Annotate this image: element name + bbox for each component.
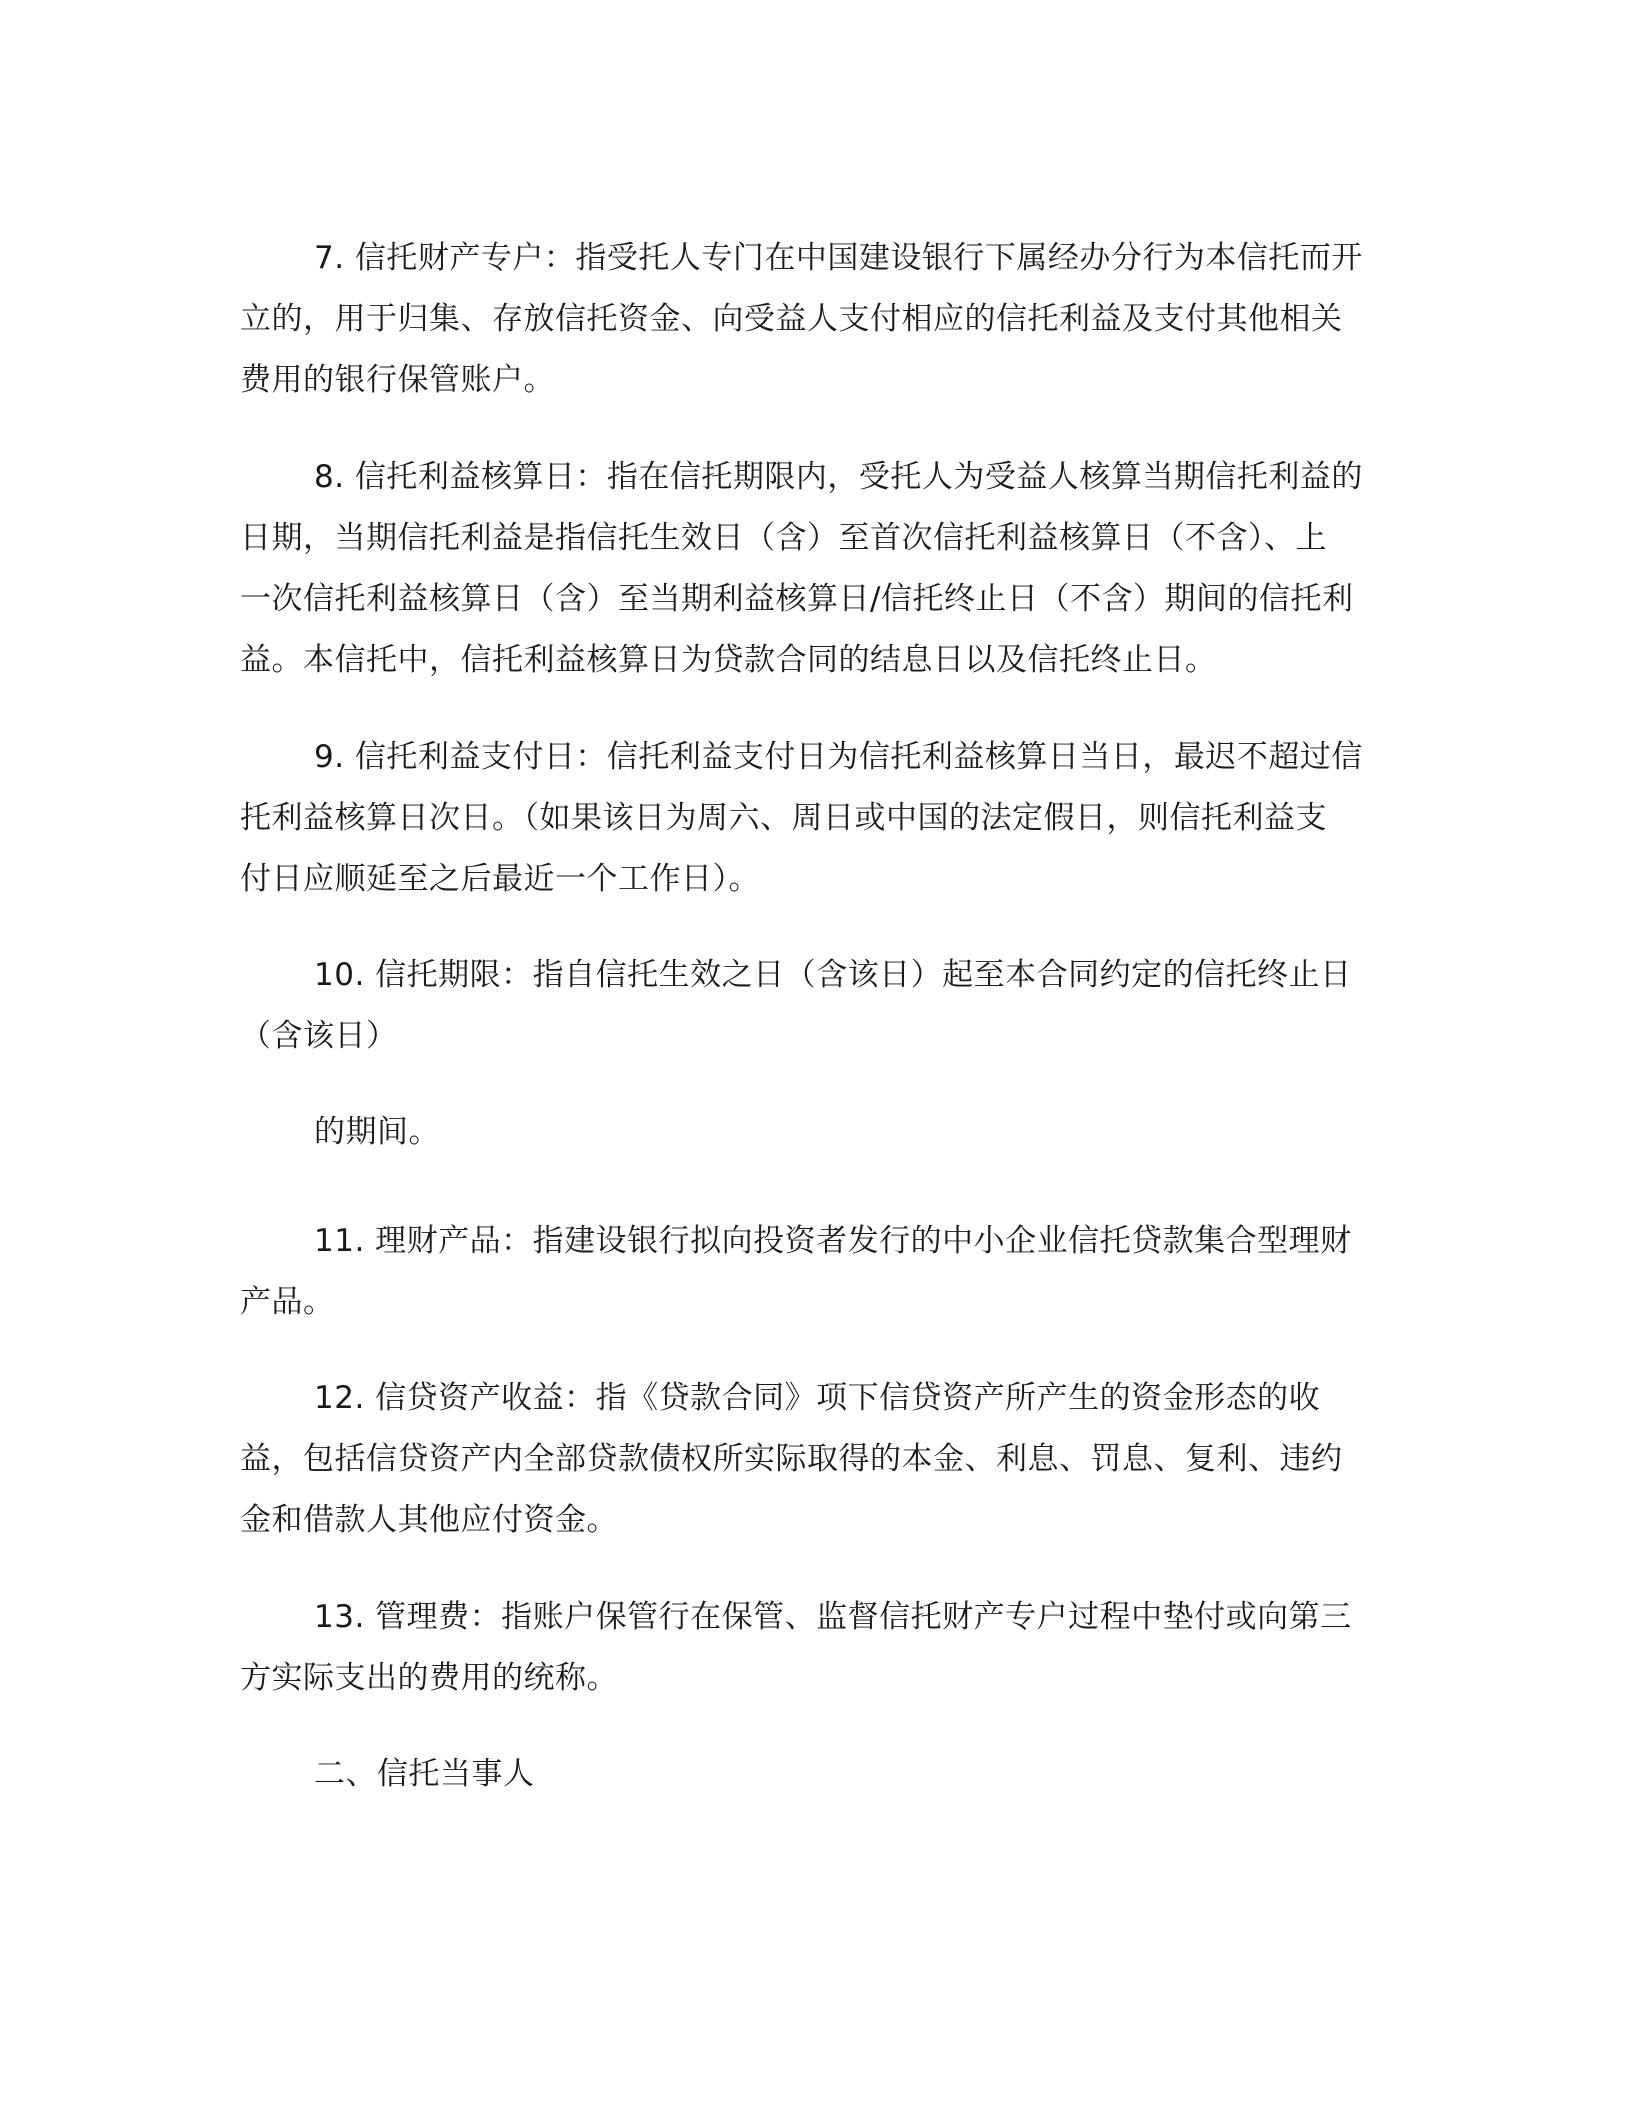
paragraph-line: 9. 信托利益支付日：信托利益支付日为信托利益核算日当日，最迟不超过信 (314, 739, 1363, 775)
paragraph-line: 方实际支出的费用的统称。 (240, 1660, 618, 1696)
paragraph-line: 立的，用于归集、存放信托资金、向受益人支付相应的信托利益及支付其他相关 (240, 301, 1343, 337)
section-heading-text: 二、信托当事人 (314, 1756, 535, 1792)
paragraph-line: 12. 信贷资产收益：指《贷款合同》项下信贷资产所产生的资金形态的收 (314, 1380, 1321, 1416)
paragraph-item-11 (240, 1211, 1375, 1333)
paragraph-item-7 (240, 228, 1375, 411)
paragraph-item-9 (240, 727, 1375, 910)
paragraph-line: （含该日） (240, 1018, 398, 1054)
paragraph-line: 益，包括信贷资产内全部贷款债权所实际取得的本金、利息、罚息、复利、违约 (240, 1441, 1343, 1477)
paragraph-item-12 (240, 1368, 1375, 1551)
paragraph-line: 的期间。 (314, 1114, 440, 1150)
paragraph-item-8 (240, 447, 1375, 691)
paragraph-line: 托利益核算日次日。（如果该日为周六、周日或中国的法定假日，则信托利益支 (240, 800, 1327, 836)
paragraph-line: 付日应顺延至之后最近一个工作日）。 (240, 861, 760, 897)
paragraph-line: 产品。 (240, 1284, 335, 1320)
paragraph-item-10-continuation (240, 1102, 1375, 1163)
paragraph-line: 7. 信托财产专户：指受托人专门在中国建设银行下属经办分行为本信托而开 (314, 240, 1363, 276)
paragraph-line: 日期，当期信托利益是指信托生效日（含）至首次信托利益核算日（不含）、上 (240, 520, 1327, 556)
paragraph-line: 10. 信托期限：指自信托生效之日（含该日）起至本合同约定的信托终止日 (314, 957, 1352, 993)
paragraph-item-13 (240, 1587, 1375, 1709)
paragraph-line: 8. 信托利益核算日：指在信托期限内，受托人为受益人核算当期信托利益的 (314, 459, 1363, 495)
paragraph-line: 金和借款人其他应付资金。 (240, 1502, 618, 1538)
paragraph-line: 费用的银行保管账户。 (240, 362, 555, 398)
paragraph-line: 11. 理财产品：指建设银行拟向投资者发行的中小企业信托贷款集合型理财 (314, 1223, 1352, 1259)
paragraph-item-10 (240, 945, 1375, 1067)
paragraph-line: 13. 管理费：指账户保管行在保管、监督信托财产专户过程中垫付或向第三 (314, 1599, 1352, 1635)
paragraph-line: 益。本信托中，信托利益核算日为贷款合同的结息日以及信托终止日。 (240, 642, 1217, 678)
paragraph-line: 一次信托利益核算日（含）至当期利益核算日/信托终止日（不含）期间的信托利 (240, 581, 1354, 617)
section-heading (240, 1744, 1375, 1805)
